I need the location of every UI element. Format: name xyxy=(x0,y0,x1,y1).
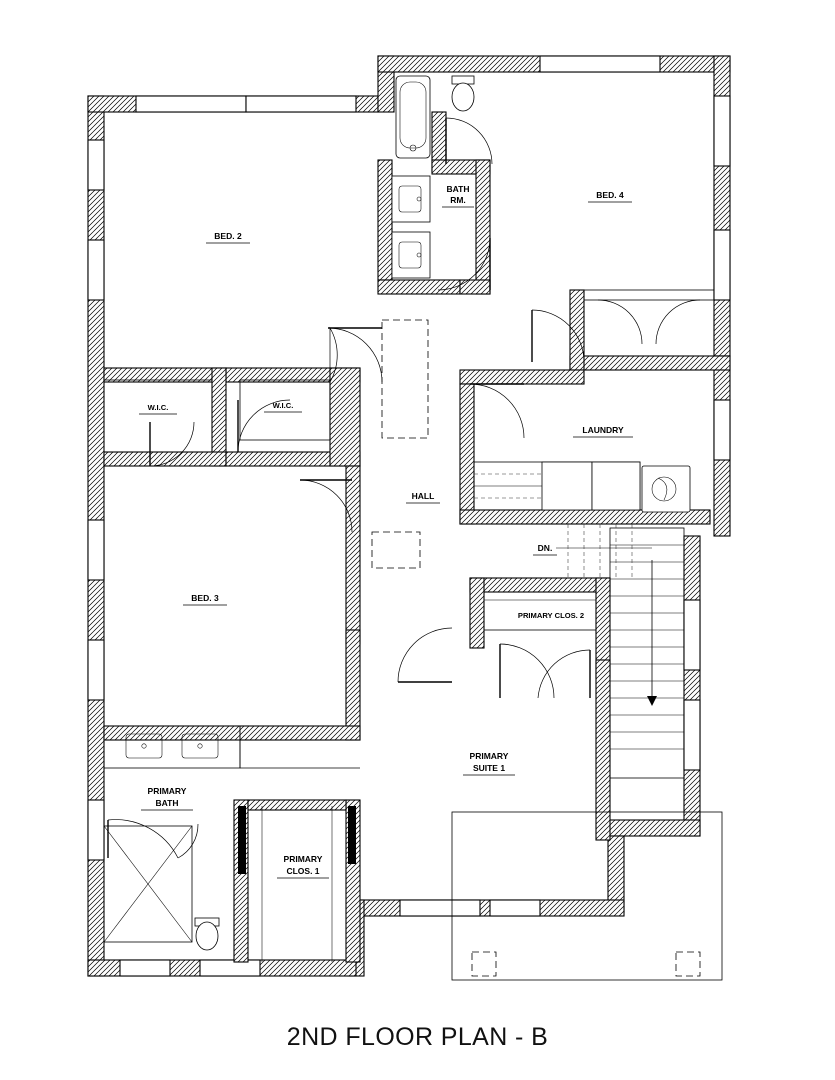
room-label-bathrm xyxy=(442,184,474,207)
room-label-dn xyxy=(533,543,557,555)
room-label-hall xyxy=(406,491,440,503)
vanity-sinks-bathroom xyxy=(392,176,430,278)
label-text-primary-clos2: PRIMARY CLOS. 2 xyxy=(517,611,585,620)
toilet-primary xyxy=(195,918,219,950)
label-text-bed2: BED. 2 xyxy=(214,231,242,241)
room-label-primary-bath xyxy=(141,786,193,810)
room-label-wic-right xyxy=(264,401,302,412)
roof-below-outline xyxy=(452,812,722,980)
label-text-primary-bath-2: BATH xyxy=(155,798,179,808)
staircase-down xyxy=(556,524,684,778)
hall-dashed-elements xyxy=(372,320,428,568)
label-text-bed4: BED. 4 xyxy=(596,190,624,200)
label-text-primary-clos1-1: PRIMARY xyxy=(283,854,323,864)
bathtub xyxy=(396,76,430,158)
room-label-wic-left xyxy=(139,403,177,414)
bed4-closet xyxy=(584,290,714,356)
label-text-bathrm-2: RM. xyxy=(450,195,466,205)
label-text-primary-suite-2: SUITE 1 xyxy=(472,763,506,773)
room-label-primary-suite xyxy=(463,751,515,775)
label-text-bed3: BED. 3 xyxy=(191,593,219,603)
primary-closet-1-shelving xyxy=(238,806,356,962)
label-text-wic-right: W.I.C. xyxy=(272,401,294,410)
plan-title: 2ND FLOOR PLAN - B xyxy=(286,1023,549,1051)
room-label-bed3 xyxy=(183,593,227,605)
room-label-primary-clos2 xyxy=(518,611,584,620)
label-text-primary-clos1-2: CLOS. 1 xyxy=(286,866,320,876)
label-text-primary-bath-1: PRIMARY xyxy=(147,786,187,796)
toilet-bathroom xyxy=(452,76,474,111)
label-text-bathrm-1: BATH xyxy=(446,184,470,194)
label-text-hall: HALL xyxy=(411,491,435,501)
laundry-appliances xyxy=(474,462,690,512)
room-label-primary-clos1 xyxy=(277,854,329,878)
label-text-wic-left: W.I.C. xyxy=(147,403,169,412)
misc-details xyxy=(104,380,360,768)
label-text-primary-suite-1: PRIMARY xyxy=(469,751,509,761)
label-text-laundry: LAUNDRY xyxy=(582,425,624,435)
room-label-bed4 xyxy=(588,190,632,202)
shower-stall xyxy=(104,826,192,942)
room-label-laundry xyxy=(573,425,633,437)
room-label-bed2 xyxy=(206,231,250,243)
label-text-dn: DN. xyxy=(537,543,553,553)
